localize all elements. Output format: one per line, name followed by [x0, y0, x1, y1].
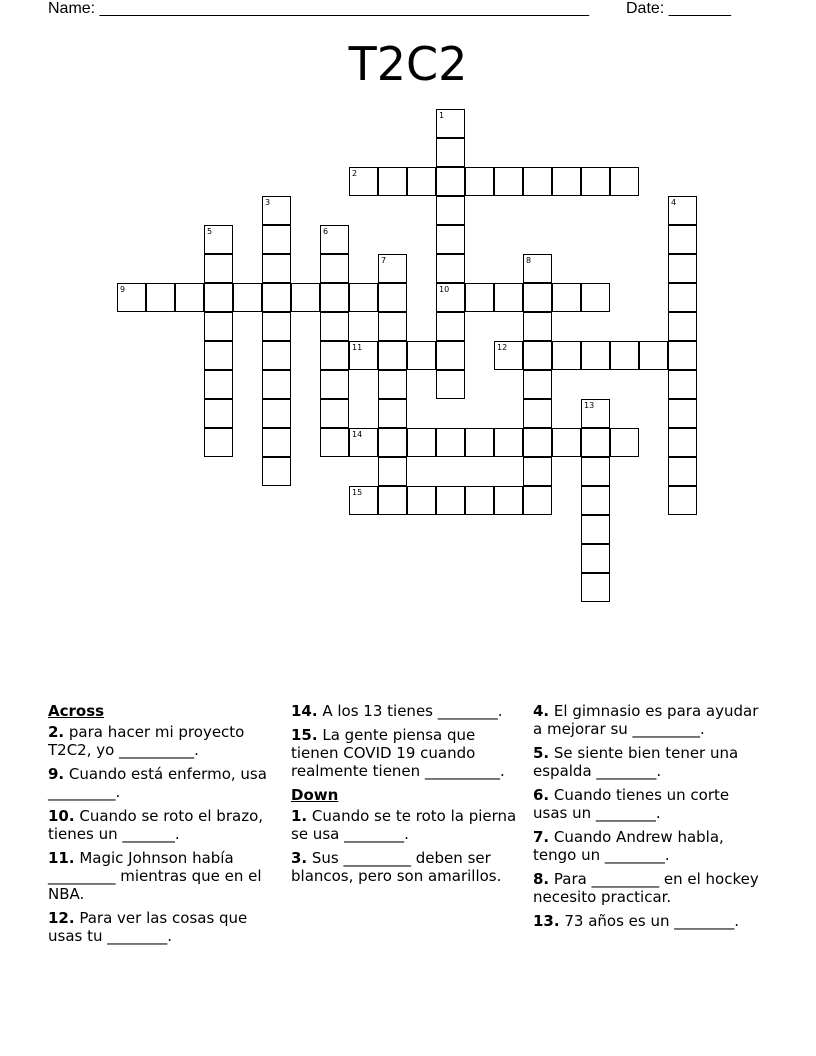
grid-cell[interactable]	[465, 283, 494, 312]
grid-cell[interactable]	[233, 283, 262, 312]
cell-number: 5	[207, 227, 213, 236]
cell-number: 3	[265, 198, 271, 207]
grid-cell[interactable]	[146, 283, 175, 312]
clue-across-14	[291, 702, 521, 720]
date-line: Date: _______	[626, 0, 731, 17]
clue-down-5	[533, 744, 763, 780]
clue-number: 7.	[533, 828, 550, 846]
grid-cell[interactable]	[204, 283, 233, 312]
grid-cell[interactable]	[436, 312, 465, 341]
grid-cell[interactable]	[523, 167, 552, 196]
grid-cell[interactable]	[581, 515, 610, 544]
grid-cell[interactable]	[378, 486, 407, 515]
cell-number: 1	[439, 111, 445, 120]
grid-cell[interactable]	[581, 428, 610, 457]
clue-down-3	[291, 849, 521, 885]
grid-cell[interactable]	[581, 457, 610, 486]
grid-cell[interactable]	[407, 428, 436, 457]
clue-down-8	[533, 870, 763, 906]
grid-cell[interactable]	[262, 341, 291, 370]
grid-cell[interactable]	[523, 399, 552, 428]
grid-cell[interactable]	[436, 138, 465, 167]
clue-number: 6.	[533, 786, 550, 804]
grid-cell[interactable]	[494, 486, 523, 515]
clue-number: 14.	[291, 702, 318, 720]
grid-cell[interactable]	[262, 283, 291, 312]
cell-number: 14	[352, 430, 363, 439]
grid-cell[interactable]	[204, 312, 233, 341]
clue-text: Para _________ en el hockey necesito practicar.	[533, 870, 759, 906]
grid-cell[interactable]	[436, 254, 465, 283]
grid-cell[interactable]	[378, 370, 407, 399]
clue-number: 9.	[48, 765, 65, 783]
grid-cell[interactable]	[204, 254, 233, 283]
clue-down-4	[533, 702, 763, 738]
clue-across-15	[291, 726, 521, 780]
clue-number: 13.	[533, 912, 560, 930]
grid-cell[interactable]	[291, 283, 320, 312]
grid-cell[interactable]	[610, 167, 639, 196]
clue-down-7	[533, 828, 763, 864]
clue-text: Para ver las cosas que usas tu ________.	[48, 909, 248, 945]
grid-cell[interactable]	[668, 486, 697, 515]
grid-cell[interactable]	[668, 399, 697, 428]
grid-cell[interactable]	[465, 428, 494, 457]
clue-text: Cuando tienes un corte usas un ________.	[533, 786, 730, 822]
grid-cell[interactable]	[436, 486, 465, 515]
clue-text: Magic Johnson había _________ mientras que en el NBA.	[48, 849, 262, 903]
cell-number: 11	[352, 343, 363, 352]
clue-text: para hacer mi proyecto T2C2, yo __________.	[48, 723, 245, 759]
clue-across-10	[48, 807, 278, 843]
grid-cell[interactable]	[378, 167, 407, 196]
clue-text: Cuando se roto el brazo, tienes un _______.	[48, 807, 264, 843]
grid-cell[interactable]	[378, 428, 407, 457]
grid-cell[interactable]	[262, 312, 291, 341]
grid-cell[interactable]	[523, 312, 552, 341]
grid-cell[interactable]	[581, 167, 610, 196]
clue-number: 15.	[291, 726, 318, 744]
clue-number: 3.	[291, 849, 308, 867]
cell-number: 9	[120, 285, 126, 294]
grid-cell[interactable]	[436, 428, 465, 457]
grid-cell[interactable]	[407, 167, 436, 196]
clue-text: Sus _________ deben ser blancos, pero son amarillos.	[291, 849, 502, 885]
clue-down-6	[533, 786, 763, 822]
cell-number: 15	[352, 488, 363, 497]
grid-cell[interactable]	[204, 341, 233, 370]
grid-cell[interactable]	[523, 341, 552, 370]
grid-cell[interactable]	[378, 341, 407, 370]
grid-cell[interactable]	[320, 428, 349, 457]
grid-cell[interactable]	[668, 312, 697, 341]
grid-cell[interactable]	[581, 341, 610, 370]
grid-cell[interactable]	[204, 428, 233, 457]
clue-text: A los 13 tienes ________.	[317, 702, 503, 720]
cell-number: 10	[439, 285, 450, 294]
grid-cell[interactable]	[378, 312, 407, 341]
grid-cell[interactable]	[610, 341, 639, 370]
grid-cell[interactable]	[610, 428, 639, 457]
grid-cell[interactable]	[552, 283, 581, 312]
grid-cell[interactable]	[175, 283, 204, 312]
clue-text: Se siente bien tener una espalda ________.	[533, 744, 739, 780]
grid-cell[interactable]	[523, 370, 552, 399]
clue-text: El gimnasio es para ayudar a mejorar su _________.	[533, 702, 759, 738]
grid-cell[interactable]	[581, 283, 610, 312]
grid-cell[interactable]	[581, 573, 610, 602]
grid-cell[interactable]	[523, 428, 552, 457]
clue-number: 2.	[48, 723, 65, 741]
clue-text: Cuando Andrew habla, tengo un ________.	[533, 828, 724, 864]
grid-cell[interactable]	[523, 486, 552, 515]
grid-cell[interactable]	[552, 428, 581, 457]
grid-cell[interactable]	[436, 341, 465, 370]
cell-number: 2	[352, 169, 358, 178]
grid-cell[interactable]	[436, 370, 465, 399]
clue-text: Cuando está enfermo, usa _________.	[48, 765, 267, 801]
across-heading: Across	[48, 702, 105, 720]
clue-down-1	[291, 807, 521, 843]
grid-cell[interactable]	[320, 283, 349, 312]
clue-across-2	[48, 723, 278, 759]
grid-cell[interactable]	[262, 457, 291, 486]
puzzle-title: T2C2	[348, 37, 468, 91]
grid-cell[interactable]	[581, 486, 610, 515]
clue-text: 73 años es un ________.	[559, 912, 740, 930]
grid-cell[interactable]	[494, 428, 523, 457]
grid-cell[interactable]	[262, 370, 291, 399]
grid-cell[interactable]	[552, 167, 581, 196]
clue-number: 4.	[533, 702, 550, 720]
grid-cell[interactable]	[349, 283, 378, 312]
grid-cell[interactable]	[262, 399, 291, 428]
grid-cell[interactable]	[639, 341, 668, 370]
name-line: Name: _______________________________________________________	[48, 0, 589, 17]
grid-cell[interactable]	[320, 254, 349, 283]
clue-number: 12.	[48, 909, 75, 927]
clue-number: 10.	[48, 807, 75, 825]
grid-cell[interactable]	[668, 254, 697, 283]
grid-cell[interactable]	[262, 428, 291, 457]
grid-cell[interactable]	[523, 283, 552, 312]
grid-cell[interactable]	[436, 167, 465, 196]
grid-cell[interactable]	[320, 370, 349, 399]
clue-number: 8.	[533, 870, 550, 888]
cell-number: 12	[497, 343, 508, 352]
grid-cell[interactable]	[552, 341, 581, 370]
grid-cell[interactable]	[668, 457, 697, 486]
grid-cell[interactable]	[262, 225, 291, 254]
grid-cell[interactable]	[320, 399, 349, 428]
grid-cell[interactable]	[407, 341, 436, 370]
clue-across-12	[48, 909, 278, 945]
grid-cell[interactable]	[668, 428, 697, 457]
clue-number: 1.	[291, 807, 308, 825]
grid-cell[interactable]	[465, 486, 494, 515]
down-heading: Down	[291, 786, 339, 804]
clue-across-9	[48, 765, 278, 801]
clue-column-2	[291, 702, 521, 891]
grid-cell[interactable]	[465, 167, 494, 196]
grid-cell[interactable]	[494, 283, 523, 312]
grid-cell[interactable]	[320, 341, 349, 370]
grid-cell[interactable]	[407, 486, 436, 515]
clue-across-11	[48, 849, 278, 903]
grid-cell[interactable]	[204, 370, 233, 399]
grid-cell[interactable]	[436, 225, 465, 254]
clue-down-13	[533, 912, 763, 930]
grid-cell[interactable]	[378, 399, 407, 428]
grid-cell[interactable]	[668, 225, 697, 254]
clue-text: La gente piensa que tienen COVID 19 cuando realmente tienen __________.	[291, 726, 505, 780]
grid-cell[interactable]	[523, 457, 552, 486]
grid-cell[interactable]	[204, 399, 233, 428]
grid-cell[interactable]	[581, 544, 610, 573]
clue-column-3	[533, 702, 763, 936]
grid-cell[interactable]	[262, 254, 291, 283]
grid-cell[interactable]	[494, 167, 523, 196]
grid-cell[interactable]	[378, 457, 407, 486]
cell-number: 6	[323, 227, 329, 236]
grid-cell[interactable]	[668, 341, 697, 370]
grid-cell[interactable]	[668, 370, 697, 399]
grid-cell[interactable]	[378, 283, 407, 312]
grid-cell[interactable]	[320, 312, 349, 341]
cell-number: 7	[381, 256, 387, 265]
cell-number: 8	[526, 256, 532, 265]
clue-text: Cuando se te roto la pierna se usa ________.	[291, 807, 517, 843]
cell-number: 4	[671, 198, 677, 207]
grid-cell[interactable]	[668, 283, 697, 312]
clue-number: 11.	[48, 849, 75, 867]
cell-number: 13	[584, 401, 595, 410]
clue-number: 5.	[533, 744, 550, 762]
clue-column-1	[48, 702, 278, 951]
grid-cell[interactable]	[436, 196, 465, 225]
